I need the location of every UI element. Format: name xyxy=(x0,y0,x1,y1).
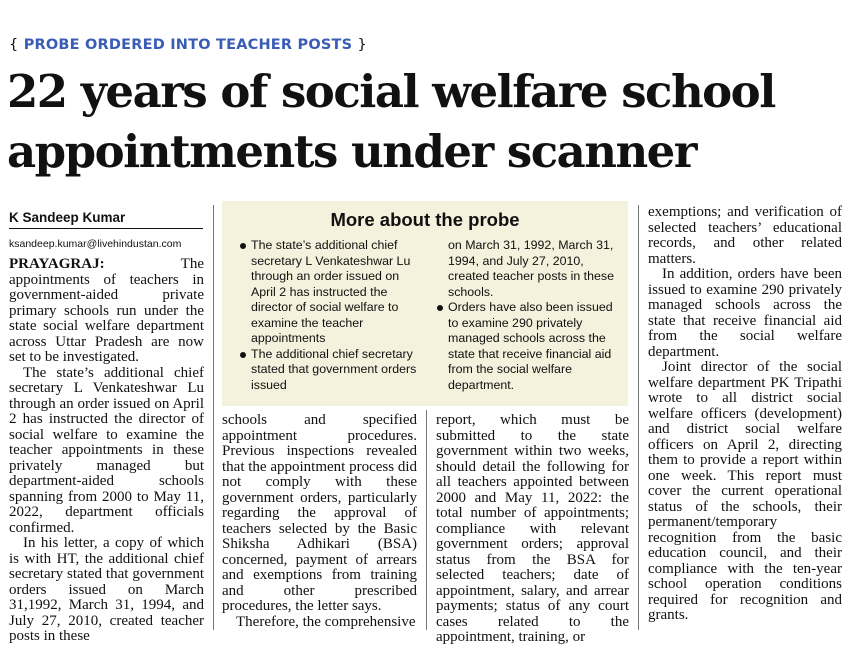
article-column-4 xyxy=(648,205,842,624)
bullet-icon xyxy=(240,352,246,358)
sidebar-bullet xyxy=(239,347,417,394)
kicker xyxy=(9,37,367,53)
paragraph xyxy=(9,257,204,366)
paragraph: exemptions; and verification of selected teachers’ educational records, and other related matters. xyxy=(648,204,842,267)
byline-rule xyxy=(9,228,203,229)
sidebar-title: More about the probe xyxy=(330,209,520,230)
paragraph: schools and specified appointment procedures. Previous inspections revealed that the appointment process did not comply with these government orders, particularly regarding the approval of teachers selected by the Basic Shiksha Adhikari (BSA) concerned, payment of arrears and exemptions from training and other prescribed procedures, the letter says. xyxy=(222,412,417,614)
sidebar-box xyxy=(222,201,628,406)
sidebar-column-1 xyxy=(239,238,417,393)
paragraph: In his letter, a copy of which is with HT, the additional chief secretary stated that government orders issued on March 31,1992, March 31, 1994, and July 27, 2010, created teacher posts in these xyxy=(9,535,204,644)
paragraph-text: The appointments of teachers in government-aided private primary schools run under the state social welfare department across Uttar Pradesh are now set to be investigated. xyxy=(9,256,204,365)
sidebar-bullet xyxy=(436,300,616,393)
sidebar-column-2 xyxy=(436,238,616,393)
headline-line-1: 22 years of social welfare school xyxy=(7,65,775,118)
sidebar-bullet-continued: on March 31, 1992, March 31, 1994, and July 27, 2010, created teacher posts in these schools. xyxy=(448,238,614,299)
kicker-close-brace: } xyxy=(357,37,367,53)
article-column-3 xyxy=(436,413,629,646)
bullet-icon xyxy=(240,243,246,249)
sidebar-bullet xyxy=(239,238,417,347)
paragraph: In addition, orders have been issued to examine 290 privately managed schools across the state that receive financial aid from the social welfare department. xyxy=(648,266,842,360)
column-divider xyxy=(426,410,427,630)
byline-author: K Sandeep Kumar xyxy=(9,210,126,225)
headline xyxy=(7,62,847,182)
paragraph: Therefore, the comprehensive xyxy=(236,613,416,630)
kicker-open-brace: { xyxy=(9,37,19,53)
article-column-1 xyxy=(9,210,204,645)
column-divider xyxy=(213,205,214,630)
sidebar-bullet-text: The state’s additional chief secretary L Venkateshwar Lu through an order issued on April 2 has instructed the director of social welfare to examine the teacher appointments xyxy=(251,238,411,345)
sidebar-bullet-text: The additional chief secretary stated that government orders issued xyxy=(251,346,417,392)
column-divider xyxy=(638,205,639,630)
headline-line-2: appointments under scanner xyxy=(7,125,697,178)
sidebar-bullet-text: Orders have also been issued to examine 290 privately managed schools across the state that receive financial aid from the social welfare department. xyxy=(448,300,613,392)
dateline: PRAYAGRAJ: xyxy=(9,256,105,272)
byline-email: ksandeep.kumar@livehindustan.com xyxy=(9,237,182,250)
kicker-text: PROBE ORDERED INTO TEACHER POSTS xyxy=(23,37,353,53)
paragraph: report, which must be submitted to the state government within two weeks, should detail the following for all teachers appointed between 2000 and May 11, 2022: the total number of appointments; compliance with relevant government orders; approval status from the BSA for selected teachers; date of appointment, salary, and arrear payments; status of any court cases related to the appointment, training, or xyxy=(436,412,629,645)
article-column-2 xyxy=(222,413,417,630)
paragraph: Joint director of the social welfare department PK Tripathi wrote to all district social welfare officers (development) and district social welfare officers on April 2, directing them to provide a report within one week. This report must cover the current operational status of the schools, their permanent/temporary recognition from the basic education council, and their compliance with the ten-year school operation conditions required for recognition and grants. xyxy=(648,359,842,623)
bullet-icon xyxy=(437,305,443,311)
paragraph: The state’s additional chief secretary L Venkateshwar Lu through an order issued on April 2 has instructed the director of social welfare to examine the teacher appointments in these privately managed but department-aided schools spanning from 2000 to May 11, 2022, department officials confirmed. xyxy=(9,364,204,536)
